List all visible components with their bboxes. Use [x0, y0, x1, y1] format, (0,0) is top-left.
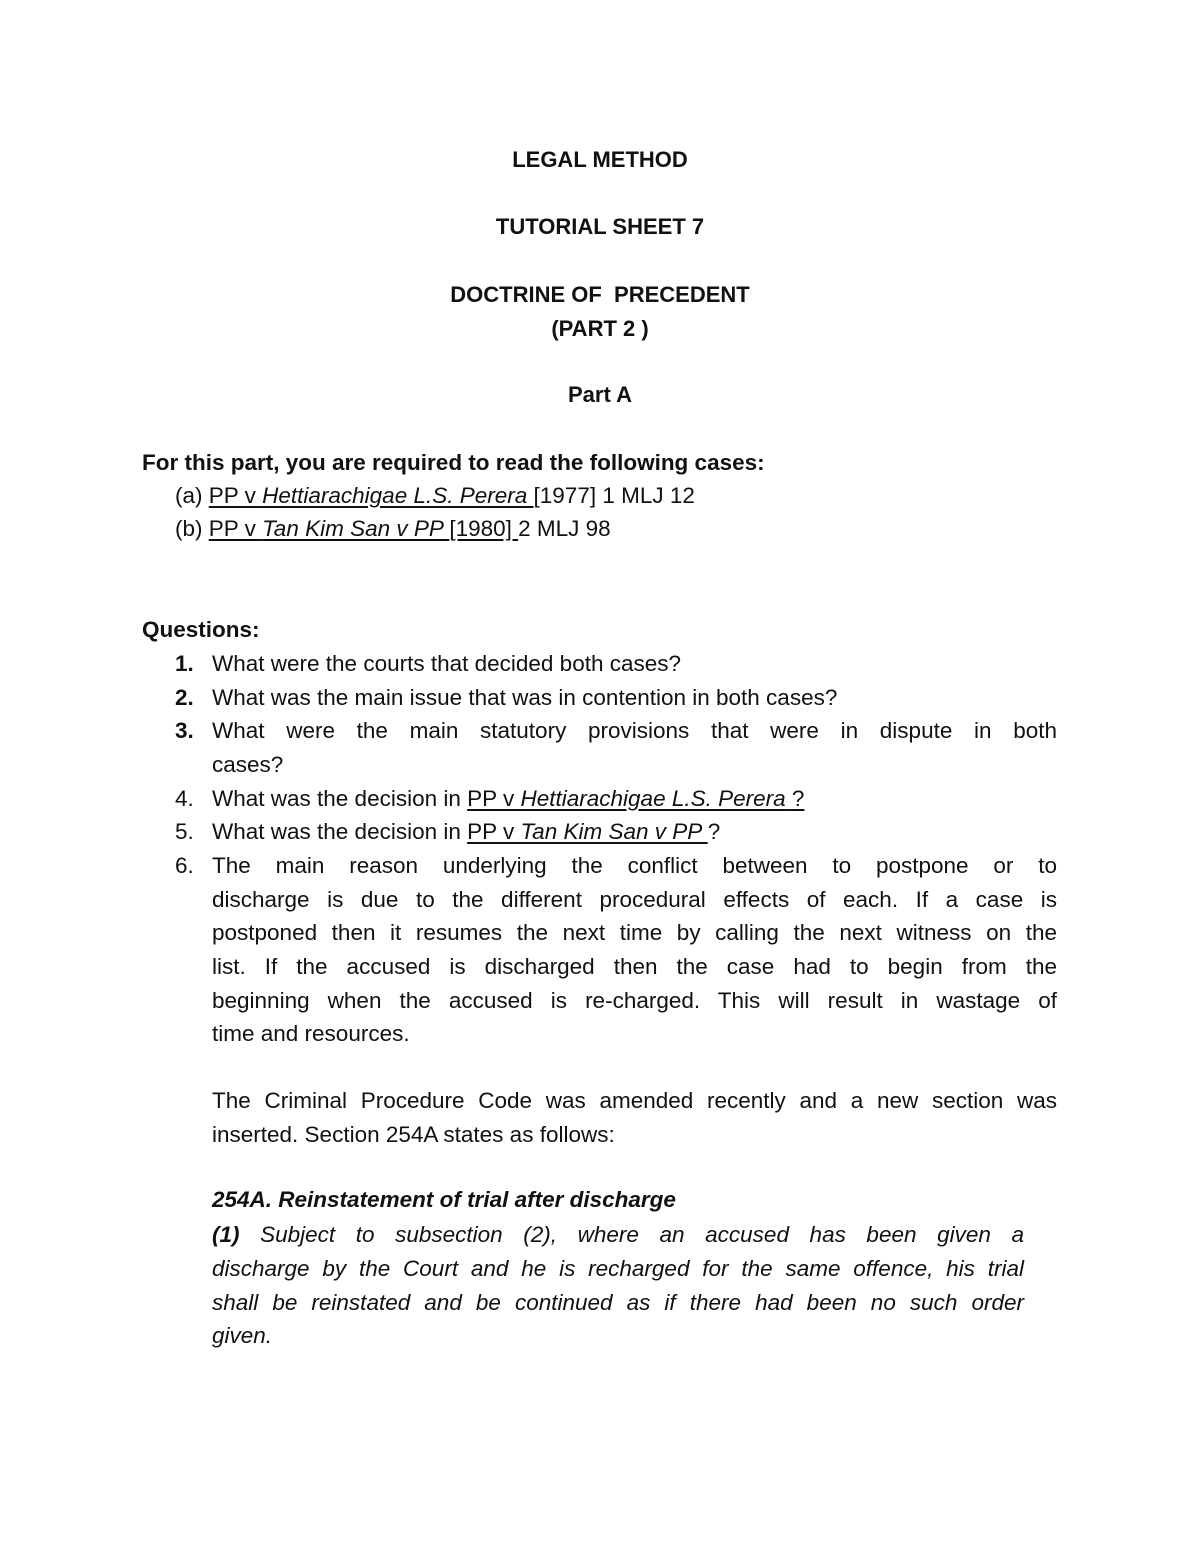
statute-line: given.	[212, 1323, 273, 1348]
case-name: Tan Kim San v PP	[520, 819, 708, 844]
question-number: 5.	[175, 819, 194, 844]
question-number: 6.	[175, 853, 194, 878]
question-text-line: beginning when the accused is re-charged. This will result in wastage of	[212, 988, 1057, 1013]
question-text: What were the courts that decided both cases?	[212, 651, 682, 676]
question-text-line: What were the main statutory provisions that were in dispute in both	[212, 718, 1057, 743]
question-prefix: What was the decision in	[212, 819, 468, 844]
case-pp: PP v	[208, 483, 263, 508]
question-text-line: list. If the accused is discharged then the case had to begin from the	[212, 954, 1057, 979]
question-text-line: cases?	[212, 752, 284, 777]
question-text	[212, 784, 804, 814]
section-heading: Part A	[568, 382, 632, 407]
question-number: 1.	[175, 651, 194, 676]
case-item-a	[175, 481, 695, 511]
statute-subsection-number: (1)	[212, 1222, 240, 1247]
case-label: (a)	[175, 483, 209, 508]
case-link[interactable]	[209, 516, 518, 541]
amendment-line: inserted. Section 254A states as follows:	[212, 1122, 615, 1147]
case-citation: [1977] 1 MLJ 12	[533, 483, 695, 508]
case-pp: PP v	[467, 786, 521, 811]
part-label: (PART 2 )	[551, 316, 649, 341]
case-label: (b)	[175, 516, 209, 541]
question-suffix: ?	[707, 819, 721, 844]
case-link[interactable]	[209, 483, 534, 508]
question-suffix: ?	[791, 786, 805, 811]
amendment-line: The Criminal Procedure Code was amended recently and a new section was	[212, 1088, 1057, 1113]
case-name: Hettiarachigae L.S. Perera	[262, 483, 534, 508]
question-text-line: The main reason underlying the conflict between to postpone or to	[212, 853, 1057, 878]
case-year: [1980]	[449, 516, 519, 541]
statute-line: discharge by the Court and he is recharged for the same offence, his trial	[212, 1256, 1024, 1281]
statute-text: Subject to subsection (2), where an accused has been given a	[239, 1222, 1024, 1247]
questions-heading: Questions:	[142, 617, 260, 642]
question-text-line: postponed then it resumes the next time by calling the next witness on the	[212, 920, 1057, 945]
case-link[interactable]	[467, 819, 708, 844]
sheet-title: TUTORIAL SHEET 7	[495, 214, 705, 239]
statute-line	[212, 1218, 1024, 1252]
course-title: LEGAL METHOD	[512, 147, 688, 172]
case-link[interactable]	[467, 786, 804, 811]
question-text-line: time and resources.	[212, 1021, 410, 1046]
statute-heading: 254A. Reinstatement of trial after discharge	[212, 1187, 676, 1212]
case-item-b	[175, 514, 611, 544]
intro-text: For this part, you are required to read the following cases:	[142, 450, 765, 475]
question-number: 2.	[175, 685, 194, 710]
question-number: 3.	[175, 718, 194, 743]
case-pp: PP v	[208, 516, 263, 541]
case-name: Tan Kim San v PP	[262, 516, 450, 541]
question-text	[212, 817, 720, 847]
question-number: 4.	[175, 786, 194, 811]
case-citation: 2 MLJ 98	[518, 516, 611, 541]
question-text-line: discharge is due to the different procedural effects of each. If a case is	[212, 887, 1057, 912]
question-text: What was the main issue that was in contention in both cases?	[212, 685, 838, 710]
case-pp: PP v	[467, 819, 521, 844]
statute-line: shall be reinstated and be continued as if there had been no such order	[212, 1290, 1024, 1315]
question-prefix: What was the decision in	[212, 786, 468, 811]
case-name: Hettiarachigae L.S. Perera	[520, 786, 792, 811]
topic-title: DOCTRINE OF PRECEDENT	[450, 282, 750, 307]
